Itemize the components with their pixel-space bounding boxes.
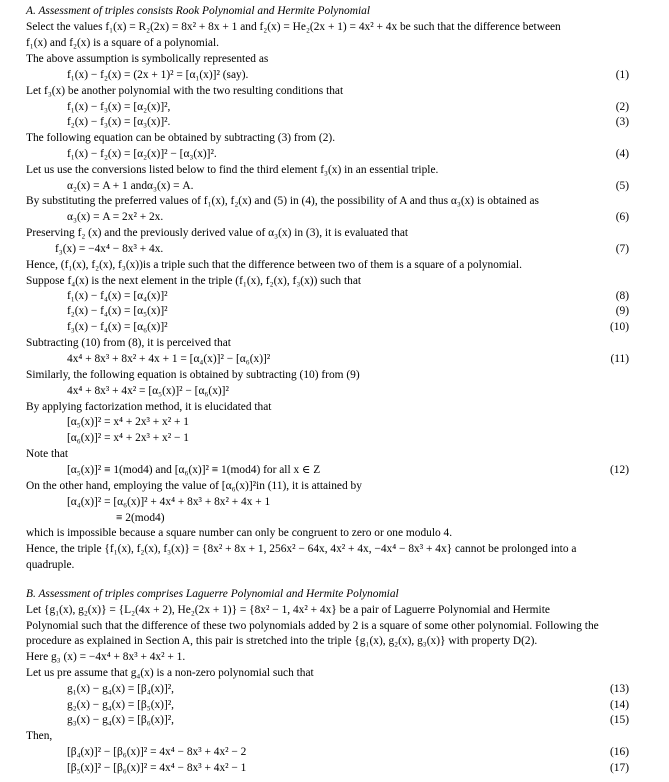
- equation-line: f₂(x) − f₃(x) = [α₃(x)]². (3): [67, 116, 629, 128]
- text-line: Similarly, the following equation is obtained by subtracting (10) from (9): [26, 369, 360, 381]
- equation-line: α₃(x) = A = 2x² + 2x. (6): [67, 211, 629, 223]
- equation-number: (9): [615, 305, 629, 317]
- equation-number: (3): [615, 116, 629, 128]
- text-line: Suppose f₄(x) is the next element in the triple (f₁(x), f₂(x), f₃(x)) such that: [26, 275, 362, 287]
- equation-number: (17): [610, 762, 629, 774]
- equation-line: [β₄(x)]² − [β₆(x)]² = 4x⁴ − 8x³ + 4x² − 2 (16): [67, 746, 629, 758]
- equation-line: f₁(x) − f₃(x) = [α₂(x)]², (2): [67, 101, 629, 113]
- equation-line: ≡ 2(mod4): [116, 512, 165, 524]
- equation-number: (1): [615, 69, 629, 81]
- equation-number: (6): [615, 211, 629, 223]
- equation-line: [β₅(x)]² − [β₆(x)]² = 4x⁴ − 8x³ + 4x² − 1 (17): [67, 762, 629, 774]
- equation-number: (13): [610, 683, 629, 695]
- text-line: By applying factorization method, it is elucidated that: [26, 401, 272, 413]
- equation-line: [α₆(x)]² = x⁴ + 2x³ + x² − 1: [67, 432, 189, 444]
- equation-number: (4): [615, 148, 629, 160]
- equation-line: α₂(x) = A + 1 andα₃(x) = A. (5): [67, 180, 629, 192]
- text-line: Select the values f₁(x) = R₂(2x) = 8x² + 8x + 1 and f₂(x) = He₂(2x + 1) = 4x² + 4x be such that the difference between: [26, 21, 561, 33]
- equation-line: 4x⁴ + 8x³ + 4x² = [α₅(x)]² − [α₆(x)]²: [67, 385, 229, 397]
- equation-line: f₁(x) − f₂(x) = (2x + 1)² = [α₁(x)]² (say). (1): [67, 69, 629, 81]
- equation-line: f₂(x) − f₄(x) = [α₅(x)]² (9): [67, 305, 629, 317]
- text-line: The above assumption is symbolically represented as: [26, 53, 269, 65]
- text-line: Hence, the triple {f₁(x), f₂(x), f₃(x)} = {8x² + 8x + 1, 256x² − 64x, 4x² + 4x, −4x⁴ − 8x³ + 4x} cannot be prolonged into a: [26, 543, 577, 555]
- text-line: Let {g₁(x), g₂(x)} = {L₂(4x + 2), He₂(2x + 1)} = {8x² − 1, 4x² + 4x} be a pair of Laguerre Polynomial and Hermite: [26, 604, 550, 616]
- equation-number: (14): [610, 699, 629, 711]
- text-line: Let us use the conversions listed below to find the third element f₃(x) in an essential triple.: [26, 164, 439, 176]
- text-line: Polynomial such that the difference of these two polynomials added by 2 is a square of some other polynomial. Following the: [26, 620, 599, 632]
- text-line: The following equation can be obtained by subtracting (3) from (2).: [26, 132, 336, 144]
- section-a-heading: A. Assessment of triples consists Rook Polynomial and Hermite Polynomial: [26, 5, 371, 17]
- equation-number: (2): [615, 101, 629, 113]
- equation-number: (16): [610, 746, 629, 758]
- text-line: procedure as explained in Section A, this pair is stretched into the triple {g₁(x), g₂(x), g₃(x)} with property D(2).: [26, 635, 538, 647]
- equation-line: f₁(x) − f₄(x) = [α₄(x)]² (8): [67, 290, 629, 302]
- text-line: On the other hand, employing the value of [α₆(x)]²in (11), it is attained by: [26, 480, 362, 492]
- text-line: Then,: [26, 730, 53, 742]
- text-line: quadruple.: [26, 559, 75, 571]
- equation-line: g₂(x) − g₄(x) = [β₅(x)]², (14): [67, 699, 629, 711]
- section-b-heading: B. Assessment of triples comprises Laguerre Polynomial and Hermite Polynomial: [26, 588, 399, 600]
- equation-number: (12): [610, 464, 629, 476]
- text-line: Subtracting (10) from (8), it is perceived that: [26, 337, 231, 349]
- equation-number: (8): [615, 290, 629, 302]
- equation-line: f₃(x) = −4x⁴ − 8x³ + 4x. (7): [55, 243, 629, 255]
- text-line: Let f₃(x) be another polynomial with the two resulting conditions that: [26, 85, 344, 97]
- text-line: which is impossible because a square number can only be congruent to zero or one modulo 4.: [26, 527, 453, 539]
- text-line: Preserving f₂ (x) and the previously derived value of α₃(x) in (3), it is evaluated that: [26, 227, 409, 239]
- equation-line: 4x⁴ + 8x³ + 8x² + 4x + 1 = [α₄(x)]² − [α₆(x)]² (11): [67, 353, 629, 365]
- equation-line: g₃(x) − g₄(x) = [β₆(x)]², (15): [67, 714, 629, 726]
- equation-line: [α₄(x)]² = [α₆(x)]² + 4x⁴ + 8x³ + 8x² + 4x + 1: [67, 496, 271, 508]
- text-line: By substituting the preferred values of f₁(x), f₂(x) and (5) in (4), the possibility of A and thus α₃(x) is obtained as: [26, 195, 539, 207]
- equation-line: f₁(x) − f₂(x) = [α₂(x)]² − [α₃(x)]². (4): [67, 148, 629, 160]
- equation-number: (7): [615, 243, 629, 255]
- equation-line: f₃(x) − f₄(x) = [α₆(x)]² (10): [67, 321, 629, 333]
- equation-number: (10): [610, 321, 629, 333]
- text-line: f₁(x) and f₂(x) is a square of a polynomial.: [26, 37, 219, 49]
- text-line: Hence, (f₁(x), f₂(x), f₃(x))is a triple such that the difference between two of them is a square of a polynomial.: [26, 259, 522, 271]
- text-line: Note that: [26, 448, 69, 460]
- text-line: Here g₃ (x) = −4x⁴ + 8x³ + 4x² + 1.: [26, 651, 186, 663]
- equation-line: [α₅(x)]² ≡ 1(mod4) and [α₆(x)]² ≡ 1(mod4) for all x ∈ Z (12): [67, 464, 629, 476]
- equation-number: (5): [615, 180, 629, 192]
- equation-number: (15): [610, 714, 629, 726]
- text-line: Let us pre assume that g₄(x) is a non-zero polynomial such that: [26, 667, 314, 679]
- equation-number: (11): [610, 353, 629, 365]
- equation-line: g₁(x) − g₄(x) = [β₄(x)]², (13): [67, 683, 629, 695]
- equation-line: [α₅(x)]² = x⁴ + 2x³ + x² + 1: [67, 416, 189, 428]
